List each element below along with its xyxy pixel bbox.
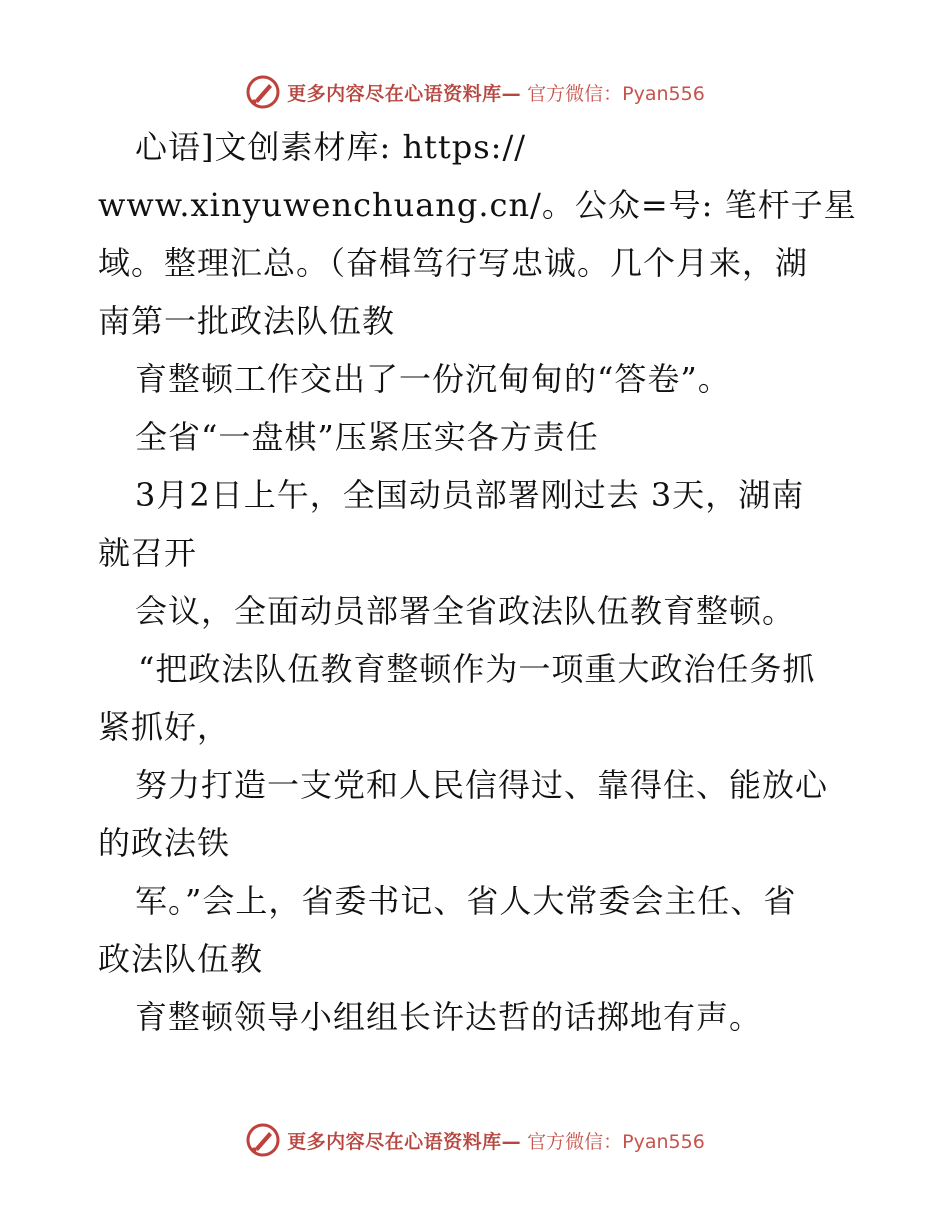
body-line: 心语]文创素材库: https:// (135, 128, 527, 166)
watermark-text: 更多内容尽在心语资料库— (287, 82, 522, 105)
body-line: 紧抓好， (98, 708, 231, 746)
body-line: 域。整理汇总。（奋楫笃行写忠诚。几个月来，湖 (98, 244, 809, 282)
pen-logo-icon (245, 74, 281, 110)
body-line: 育整顿工作交出了一份沉甸甸的“答卷”。 (135, 360, 731, 398)
pen-logo-icon (245, 1122, 281, 1158)
body-line: 的政法铁 (98, 824, 231, 862)
body-line: 全省“一盘棋”压紧压实各方责任 (135, 418, 599, 456)
body-line: 南第一批政法队伍教 (98, 302, 396, 340)
body-line: 政法队伍教 (98, 940, 264, 978)
body-line: www.xinyuwenchuang.cn/。公众=号: 笔杆子星 (98, 186, 857, 224)
header-watermark (0, 72, 950, 112)
body-line: 3月2日上午，全国动员部署刚过去 3天，湖南 (135, 476, 805, 514)
watermark-wechat: 官方微信：Pyan556 (527, 1130, 705, 1153)
watermark-text: 更多内容尽在心语资料库— (287, 1130, 522, 1153)
body-line: 会议，全面动员部署全省政法队伍教育整顿。 (135, 592, 796, 630)
footer-watermark (0, 1120, 950, 1160)
body-line: “把政法队伍教育整顿作为一项重大政治任务抓 (138, 650, 816, 688)
watermark-wechat: 官方微信：Pyan556 (527, 82, 705, 105)
body-line: 育整顿领导小组组长许达哲的话掷地有声。 (135, 998, 763, 1036)
body-line: 就召开 (98, 534, 198, 572)
document-body (98, 118, 858, 1046)
body-line: 军。”会上，省委书记、省人大常委会主任、省 (135, 882, 797, 920)
body-line: 努力打造一支党和人民信得过、靠得住、能放心 (135, 766, 829, 804)
